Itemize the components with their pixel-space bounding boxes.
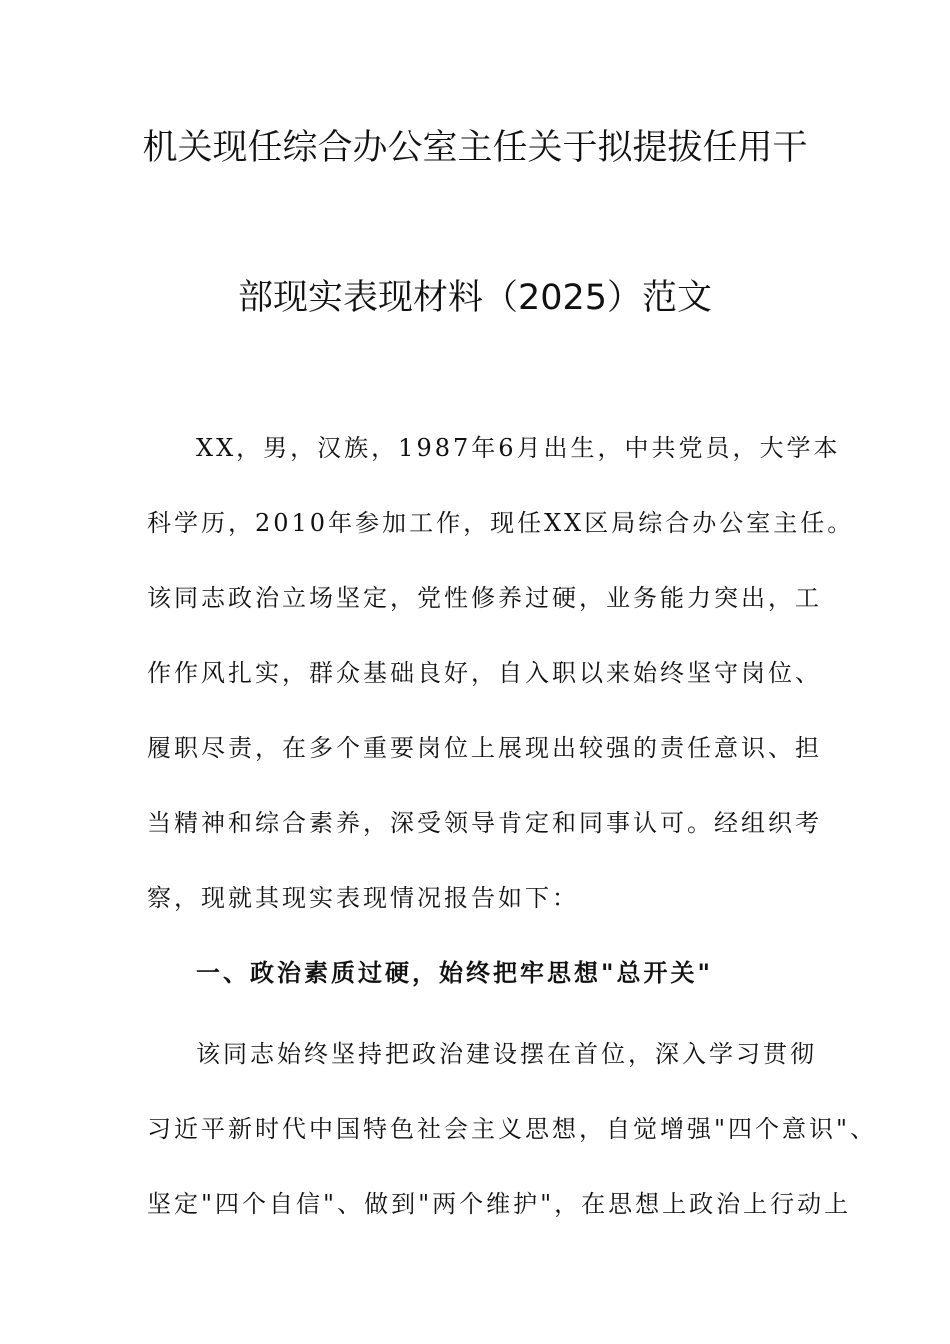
- paragraph-1-line-2: 科学历，2010年参加工作，现任XX区局综合办公室主任。: [147, 509, 855, 537]
- paragraph-1-line-6: 当精神和综合素养，深受领导肯定和同事认可。经组织考: [147, 809, 822, 837]
- paragraph-2-line-1: 该同志始终坚持把政治建设摆在首位，深入学习贯彻: [196, 1040, 817, 1068]
- paragraph-1-line-4: 作作风扎实，群众基础良好，自入职以来始终坚守岗位、: [147, 659, 822, 687]
- document-title-line-1: 机关现任综合办公室主任关于拟提拔任用干: [142, 128, 808, 168]
- section-1-heading: 一、政治素质过硬，始终把牢思想"总开关": [196, 959, 714, 987]
- paragraph-1-line-7: 察，现就其现实表现情况报告如下：: [147, 884, 579, 912]
- paragraph-1-line-3: 该同志政治立场坚定，党性修养过硬，业务能力突出，工: [147, 584, 822, 612]
- document-title-line-2: 部现实表现材料（2025）范文: [237, 278, 713, 318]
- paragraph-1-line-1: XX，男，汉族，1987年6月出生，中共党员，大学本: [196, 434, 841, 462]
- paragraph-2-line-2: 习近平新时代中国特色社会主义思想，自觉增强"四个意识"、: [147, 1115, 878, 1143]
- paragraph-2-line-3: 坚定"四个自信"、做到"两个维护"，在思想上政治上行动上: [147, 1190, 852, 1218]
- paragraph-1-line-5: 履职尽责，在多个重要岗位上展现出较强的责任意识、担: [147, 734, 822, 762]
